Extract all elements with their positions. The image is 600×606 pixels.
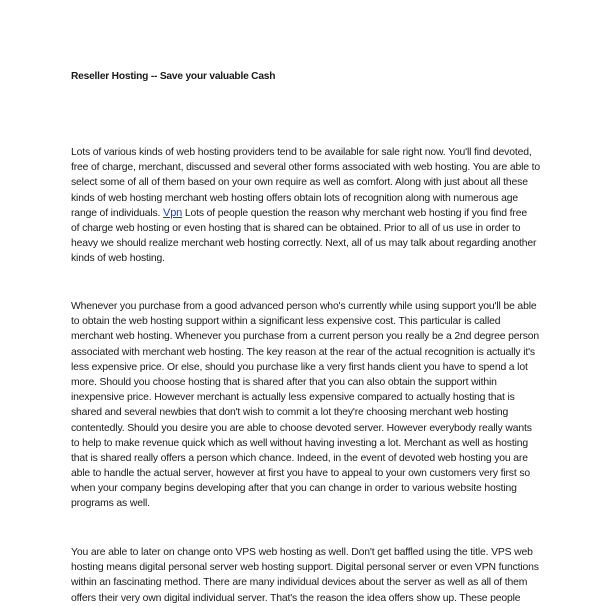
text-line: offers their very own digital individual server. That's the reason the idea offers show up. These people [71,592,521,604]
text-line: shared and several newbies that don't wish to commit a lot they're choosing merchant web hosting [71,407,509,419]
text-line: within an fascinating method. There are many individual devices about the server as well as all of them [71,577,528,589]
text-line: programs as well. [71,498,150,510]
text-line: hosting means digital personal server web hosting support. Digital personal server or even VPN functions [71,562,539,574]
text-line: to obtain the web hosting support within a significant less expensive cost. This particular is called [71,316,501,328]
text-line: heavy we should realize merchant web hosting correctly. Next, all of us may talk about regarding another [71,238,537,250]
text-line-with-link [71,206,571,221]
text-line: You are able to later on change onto VPS web hosting as well. Don't get baffled using the title. VPS web [71,547,533,558]
text-line: inexpensive price. However merchant is actually less expensive compared to actually hosting that is [71,392,515,404]
paragraph-3 [71,545,571,606]
text-line: Lots of various kinds of web hosting providers tend to be available for sale right now. You'll find devoted, [71,147,532,158]
text-line: able to handle the actual server, however at first you have to appeal to your own customers very first so [71,468,531,480]
text-line: more. Should you choose hosting that is shared after that you can also obtain the support within [71,376,497,388]
text-line: free of charge, merchant, discussed and several other forms associated with web hosting. You are able to [71,162,540,174]
link-line-after: Lots of people question the reason why merchant web hosting if you find free [182,207,527,219]
vpn-link[interactable]: Vpn [163,206,183,219]
text-line: kinds of web hosting. [71,253,165,265]
document-title: Reseller Hosting -- Save your valuable Cash [71,71,276,82]
text-line: that is shared really offers a person which chance. Indeed, in the event of devoted web hosting you are [71,452,528,464]
text-line: to help to make revenue quick which as well without having investing a lot. Merchant as well as hosting [71,437,528,449]
text-line: select some of all of them based on your own require as well as comfort. Along with just about all these [71,177,528,189]
text-line: contentedly. Should you desire you are able to choose devoted server. However everybody really wants [71,422,532,434]
text-line: when your company begins developing after that you can change in order to various website hosting [71,483,517,495]
text-line: associated with merchant web hosting. The key reason at the rear of the actual recognition is actually it's [71,346,535,358]
text-line: less expensive price. Or else, should you purchase like a very first hands client you have to spend a lot [71,361,528,373]
paragraph-1 [71,145,571,267]
text-line: of charge web hosting or even hosting that is shared can be obtained. Prior to all of us use in order to [71,222,521,234]
paragraph-2 [71,299,571,512]
text-line: Whenever you purchase from a good advanced person who's currently while using support you'll be able [71,301,537,312]
text-line: merchant web hosting. Whenever you purchase from a current person you really be a 2nd degree person [71,331,540,343]
link-line-before: range of individuals. [71,207,164,219]
text-line: kinds of web hosting merchant web hosting offers obtain lots of recognition along with numerous age [71,192,519,204]
